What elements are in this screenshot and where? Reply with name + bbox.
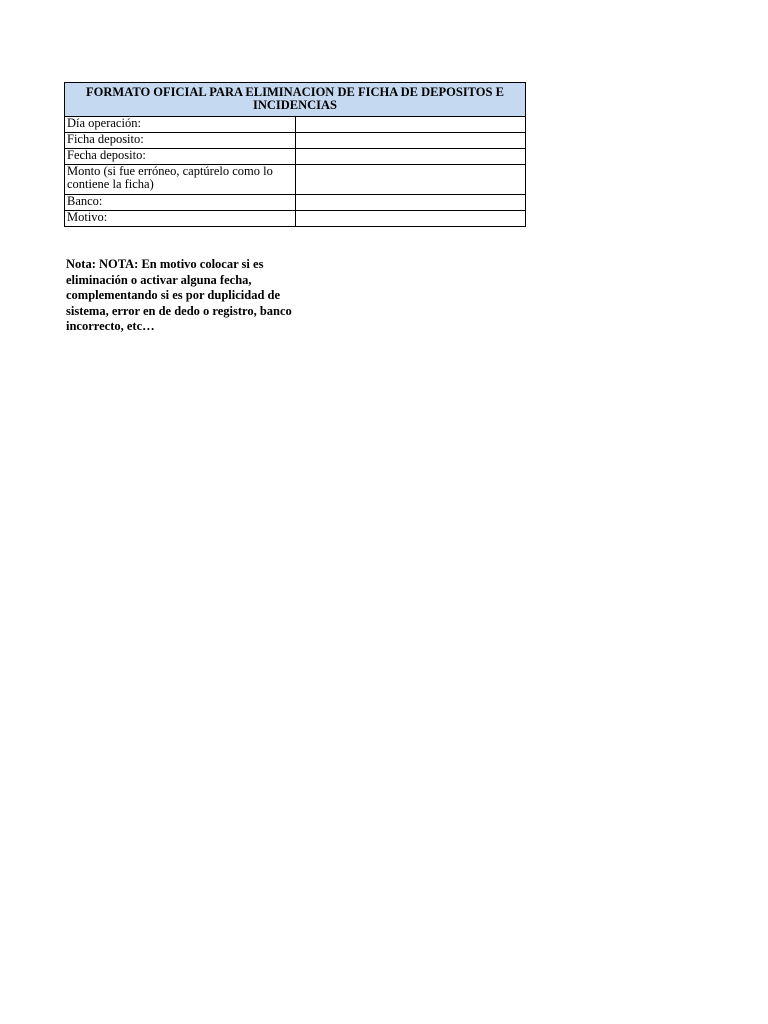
form-label: Día operación:: [65, 117, 296, 133]
form-row-banco: [65, 195, 526, 211]
form-label: Monto (si fue erróneo, captúrelo como lo contiene la ficha): [65, 165, 296, 195]
deposit-elimination-form: [64, 82, 526, 227]
form-row-motivo: [65, 211, 526, 227]
form-value-cell[interactable]: [295, 195, 526, 211]
form-value-cell[interactable]: [295, 149, 526, 165]
note-text: Nota: NOTA: En motivo colocar si es eliminación o activar alguna fecha, complementando si es por duplicidad de sistema, error en de dedo o registro, banco incorrecto, etc…: [66, 257, 292, 333]
form-label: Motivo:: [65, 211, 296, 227]
form-row-ficha-deposito: [65, 133, 526, 149]
form-row-fecha-deposito: [65, 149, 526, 165]
form-value-cell[interactable]: [295, 133, 526, 149]
form-value-cell[interactable]: [295, 211, 526, 227]
form-label: Fecha deposito:: [65, 149, 296, 165]
form-row-dia-operacion: [65, 117, 526, 133]
form-value-cell[interactable]: [295, 117, 526, 133]
form-title: FORMATO OFICIAL PARA ELIMINACION DE FICHA DE DEPOSITOS E INCIDENCIAS: [65, 83, 526, 117]
form-label: Banco:: [65, 195, 296, 211]
form-value-cell[interactable]: [295, 165, 526, 195]
form-row-monto: [65, 165, 526, 195]
form-label: Ficha deposito:: [65, 133, 296, 149]
